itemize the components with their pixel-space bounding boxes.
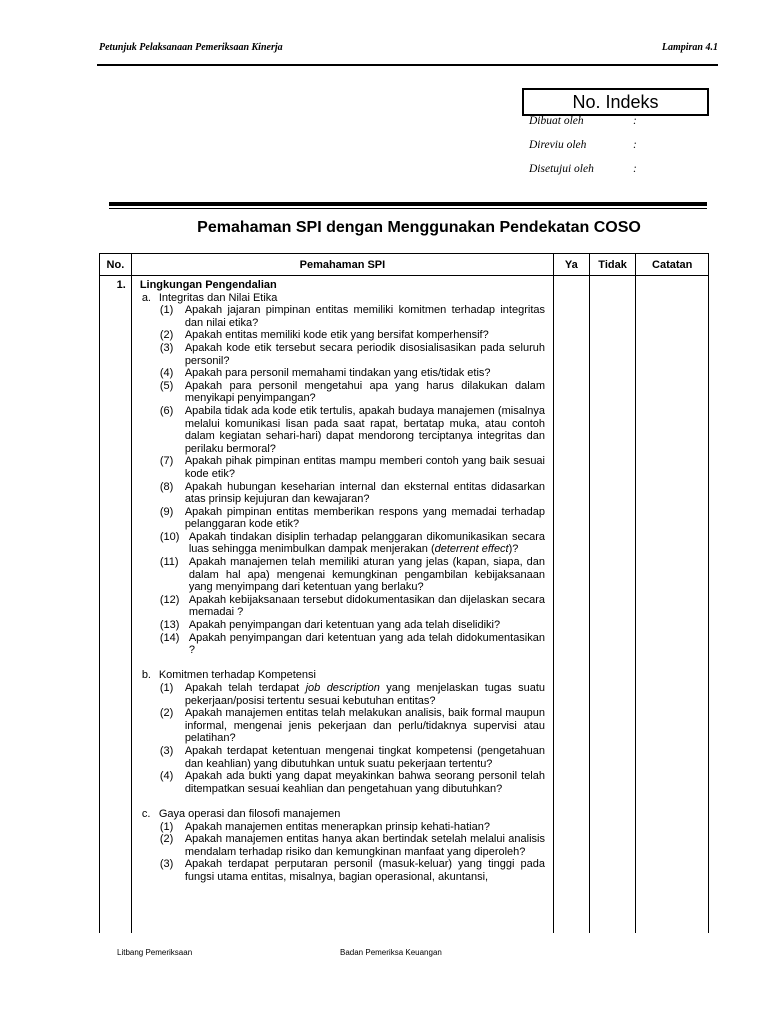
question-text [185, 380, 545, 405]
question-text [185, 821, 545, 834]
question-text-main: Apakah pimpinan entitas memberikan respons yang memadai terhadap pelanggaran kode etik? [184, 505, 545, 531]
index-row-colon: : [633, 139, 637, 151]
table-row [100, 276, 709, 934]
question-item [140, 342, 545, 367]
question-text [185, 745, 545, 770]
col-header-catatan: Catatan [636, 254, 709, 276]
question-number: (9) [159, 505, 174, 518]
question-number: (10) [159, 530, 180, 543]
question-text-main: Apakah pihak pimpinan entitas mampu memberi contoh yang baik sesuai kode etik? [184, 455, 545, 480]
question-text-main: Apakah hubungan keseharian internal dan eksternal entitas didasarkan atas prinsip kejujuran dan kewajaran? [184, 480, 545, 506]
question-text [185, 506, 545, 531]
subsection-heading [140, 669, 545, 682]
header-left-text: Petunjuk Pelaksanaan Pemeriksaan Kinerja [99, 42, 283, 53]
question-item [140, 556, 545, 594]
table-header-row [100, 254, 709, 276]
question-item [140, 745, 545, 770]
question-cell [131, 276, 553, 934]
question-text-main: Apakah kebijaksanaan tersebut didokumentasikan dan dijelaskan secara memadai ? [188, 593, 545, 619]
question-item [140, 506, 545, 531]
group-spacer [140, 795, 545, 808]
question-item [140, 707, 545, 745]
question-text-main: Apakah ada bukti yang dapat meyakinkan bahwa seorang personil telah ditempatkan sesuai keahlian dan pengetahuan yang dibutuhkan? [184, 770, 545, 795]
question-text-main: Apabila tidak ada kode etik tertulis, apakah budaya manajemen (misalnya melalui komunikasi lisan pada saat rapat, bertatap muka, atau contoh dalam kegiatan sehari-hari) dapat mendorong terciptanya integritas dan perilaku bermoral? [184, 404, 545, 455]
question-text-main: Apakah tindakan disiplin terhadap pelanggaran dikomunikasikan secara luas sehingga menimbulkan dampak menjerakan ( [188, 530, 545, 556]
question-text-main: Apakah manajemen entitas telah melakukan analisis, baik formal maupun informal, mengenai jenis pekerjaan dan perlu/tidaknya supervisi atau pelatihan? [184, 707, 545, 745]
checklist-table [99, 253, 709, 933]
catatan-cell[interactable] [636, 276, 709, 934]
question-item [140, 858, 545, 883]
question-item [140, 682, 545, 707]
question-number: (11) [159, 556, 179, 569]
question-text-main: Apakah entitas memiliki kode etik yang bersifat komperhensif? [184, 329, 489, 342]
index-row-colon: : [633, 163, 637, 175]
question-text [185, 682, 545, 707]
question-text-main: Apakah penyimpangan dari ketentuan yang ada telah didokumentasikan ? [188, 631, 545, 657]
question-item [140, 455, 545, 480]
question-text [185, 770, 545, 795]
header-divider [97, 64, 718, 66]
question-item [140, 770, 545, 795]
question-text-italic: job description [305, 682, 380, 694]
question-text-main: Apakah manajemen entitas menerapkan prinsip kehati-hatian? [184, 820, 490, 833]
question-item [140, 329, 545, 342]
question-text [189, 619, 545, 632]
question-number: (14) [159, 631, 180, 644]
question-item [140, 833, 545, 858]
question-item [140, 594, 545, 619]
index-row-colon: : [633, 115, 637, 127]
question-text [185, 707, 545, 745]
subsection-title: Integritas dan Nilai Etika [158, 291, 278, 304]
question-text-main: Apakah terdapat ketentuan mengenai tingkat kompetensi (pengetahuan dan keahlian) yang dibutuhkan untuk suatu pekerjaan tertentu? [184, 744, 545, 770]
question-text [185, 858, 545, 883]
question-text [189, 531, 545, 556]
question-number: (8) [159, 480, 174, 493]
question-item [140, 380, 545, 405]
subsection-letter: c. [141, 807, 151, 820]
ya-cell[interactable] [554, 276, 590, 934]
question-number: (1) [159, 304, 174, 317]
title-divider-thin [109, 208, 707, 209]
question-text-main: Apakah jajaran pimpinan entitas memiliki komitmen terhadap integritas dan nilai etika? [184, 304, 545, 329]
question-number: (1) [159, 682, 174, 694]
question-text [189, 594, 545, 619]
subsection-heading [140, 808, 545, 821]
question-text-main: Apakah manajemen telah memiliki aturan yang jelas (kapan, siapa, dan dalam hal apa) mengenai kemungkinan pengambilan kebijaksanaan yang menyimpang dari ketentuan yang berlaku? [188, 556, 545, 594]
subsection-title: Gaya operasi dan filosofi manajemen [158, 807, 341, 820]
question-item [140, 405, 545, 455]
header-right-text: Lampiran 4.1 [661, 42, 718, 53]
question-text [185, 455, 545, 480]
question-number: (13) [159, 619, 180, 632]
subsection-letter: b. [141, 669, 151, 682]
question-number: (4) [159, 367, 174, 380]
question-text-tail: yang menjelaskan tugas suatu pekerjaan/posisi tertentu sesuai kebutuhan entitas? [184, 682, 545, 707]
question-text [185, 342, 545, 367]
question-number: (5) [159, 379, 174, 392]
question-number: (4) [159, 770, 174, 783]
subsection-letter: a. [141, 291, 151, 304]
question-text [189, 632, 545, 657]
col-header-ya: Ya [554, 254, 590, 276]
footer-left-text: Litbang Pemeriksaan [117, 948, 193, 957]
question-text [185, 481, 545, 506]
footer-center-text: Badan Pemeriksa Keuangan [340, 948, 442, 957]
document-title: Pemahaman SPI dengan Menggunakan Pendekatan COSO [197, 219, 641, 236]
question-number: (7) [159, 455, 174, 468]
question-item [140, 632, 545, 657]
question-text [185, 367, 545, 380]
question-item [140, 367, 545, 380]
index-row-label: Direviu oleh [529, 139, 587, 151]
row-number: 1. [100, 276, 132, 934]
col-header-pemahaman: Pemahaman SPI [131, 254, 553, 276]
question-number: (3) [159, 744, 174, 757]
subsection-heading [140, 292, 545, 305]
question-number: (3) [159, 341, 174, 354]
question-text-italic: deterrent effect [434, 543, 509, 556]
question-text-main: Apakah kode etik tersebut secara periodik disosialisasikan pada seluruh personil? [184, 341, 545, 367]
question-text [185, 304, 545, 329]
tidak-cell[interactable] [589, 276, 636, 934]
question-text-main: Apakah para personil memahami tindakan yang etis/tidak etis? [184, 367, 491, 380]
group-spacer [140, 657, 545, 670]
index-row-label: Dibuat oleh [529, 115, 584, 127]
index-box-title: No. Indeks [522, 88, 709, 116]
index-row-label: Disetujui oleh [529, 163, 594, 175]
question-text [185, 405, 545, 455]
question-list [132, 276, 553, 933]
question-number: (6) [159, 404, 174, 417]
question-text-main: Apakah para personil mengetahui apa yang harus dilakukan dalam menyikapi penyimpangan? [184, 379, 545, 405]
question-number: (12) [159, 593, 180, 606]
question-text-tail: )? [508, 543, 519, 556]
subsection-title: Komitmen terhadap Kompetensi [158, 669, 316, 682]
question-number: (2) [159, 833, 174, 846]
question-text-main: Apakah penyimpangan dari ketentuan yang ada telah diselidiki? [188, 619, 501, 632]
col-header-no: No. [100, 254, 132, 276]
question-item [140, 304, 545, 329]
question-text-main: Apakah manajemen entitas hanya akan bertindak setelah melalui analisis mendalam terhadap risiko dan kemungkinan manfaat yang diperoleh? [184, 833, 545, 858]
question-text [185, 329, 545, 342]
question-text [189, 556, 545, 594]
question-item [140, 481, 545, 506]
question-number: (2) [159, 707, 174, 720]
question-text-main: Apakah terdapat perputaran personil (masuk-keluar) yang tinggi pada fungsi utama entitas, misalnya, bagian operasional, akuntansi, [184, 858, 545, 883]
title-divider-thick [109, 202, 707, 206]
question-item [140, 821, 545, 834]
question-item [140, 531, 545, 556]
question-item [140, 619, 545, 632]
col-header-tidak: Tidak [589, 254, 636, 276]
question-text [185, 833, 545, 858]
question-number: (1) [159, 820, 174, 833]
question-text-main: Apakah telah terdapat [184, 682, 306, 694]
section-title: Lingkungan Pengendalian [139, 279, 277, 291]
question-number: (3) [159, 858, 174, 871]
question-number: (2) [159, 329, 174, 342]
